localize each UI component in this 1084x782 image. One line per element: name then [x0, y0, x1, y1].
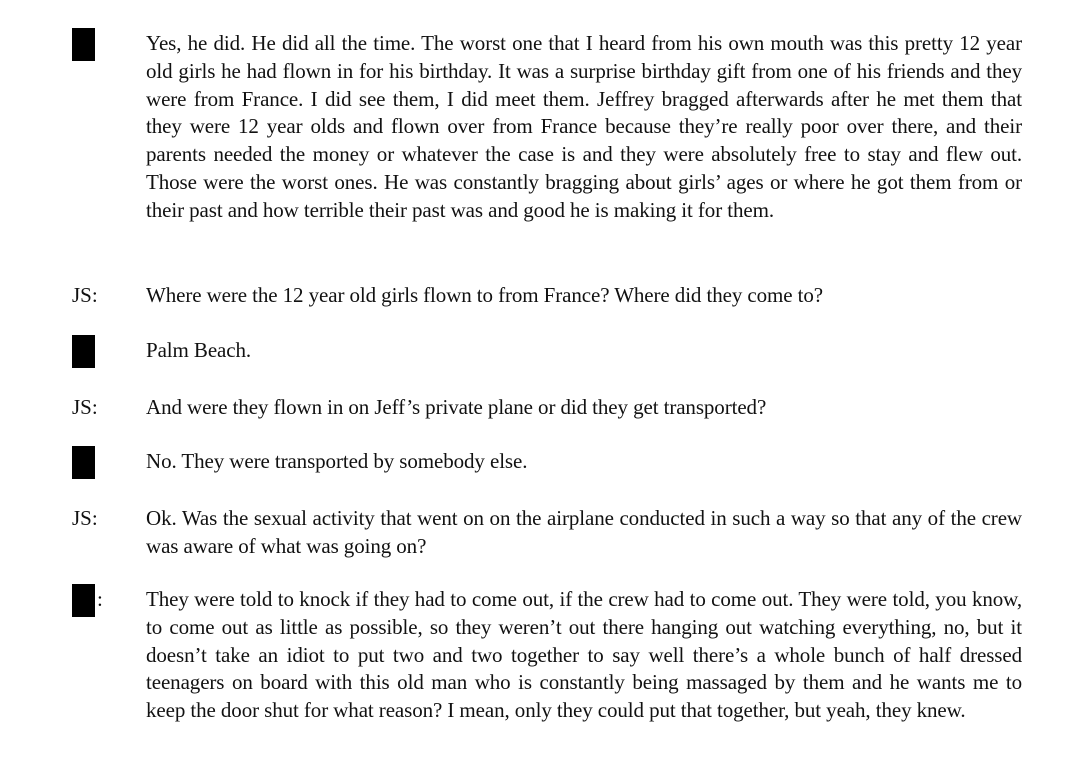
redaction-block: [72, 584, 95, 617]
transcript-text: No. They were transported by somebody else.: [146, 449, 528, 473]
transcript-text: They were told to knock if they had to come out, if the crew had to come out. They were told, you know, to come out as little as possible, so they weren’t out there hanging out watching everything, no, but it doesn’t take an idiot to put two and two together to say well there’s a whole bunch of half dressed teenagers on board with this old man who is constantly being massaged by them and he wants me to keep the door shut for what reason? I mean, only they could put that together, but yeah, they knew.: [146, 587, 1022, 723]
redaction-block: [72, 28, 95, 61]
transcript-text: And were they flown in on Jeff’s private plane or did they get transported?: [146, 395, 767, 419]
redaction-block: [72, 335, 95, 368]
speaker-colon: :: [97, 587, 103, 611]
redaction-block: [72, 446, 95, 479]
speaker-label: JS:: [72, 283, 98, 307]
transcript-text: Yes, he did. He did all the time. The worst one that I heard from his own mouth was this pretty 12 year old girls he had flown in for his birthday. It was a surprise birthday gift from one of his friends and they were from France. I did see them, I did meet them. Jeffrey bragged afterwards after he met them that they were 12 year olds and flown over from France because they’re really poor over there, and their parents needed the money or whatever the case is and they were absolutely free to stay and flew out. Those were the worst ones. He was constantly bragging about girls’ ages or where he got them from or their past and how terrible their past was and good he is making it for them.: [146, 31, 1022, 222]
transcript-text: Ok. Was the sexual activity that went on on the airplane conducted in such a way so that any of the crew was aware of what was going on?: [146, 506, 1022, 558]
speaker-label: JS:: [72, 506, 98, 530]
speaker-label: JS:: [72, 395, 98, 419]
transcript-text: Palm Beach.: [146, 338, 252, 362]
transcript-text: Where were the 12 year old girls flown to from France? Where did they come to?: [146, 283, 823, 307]
